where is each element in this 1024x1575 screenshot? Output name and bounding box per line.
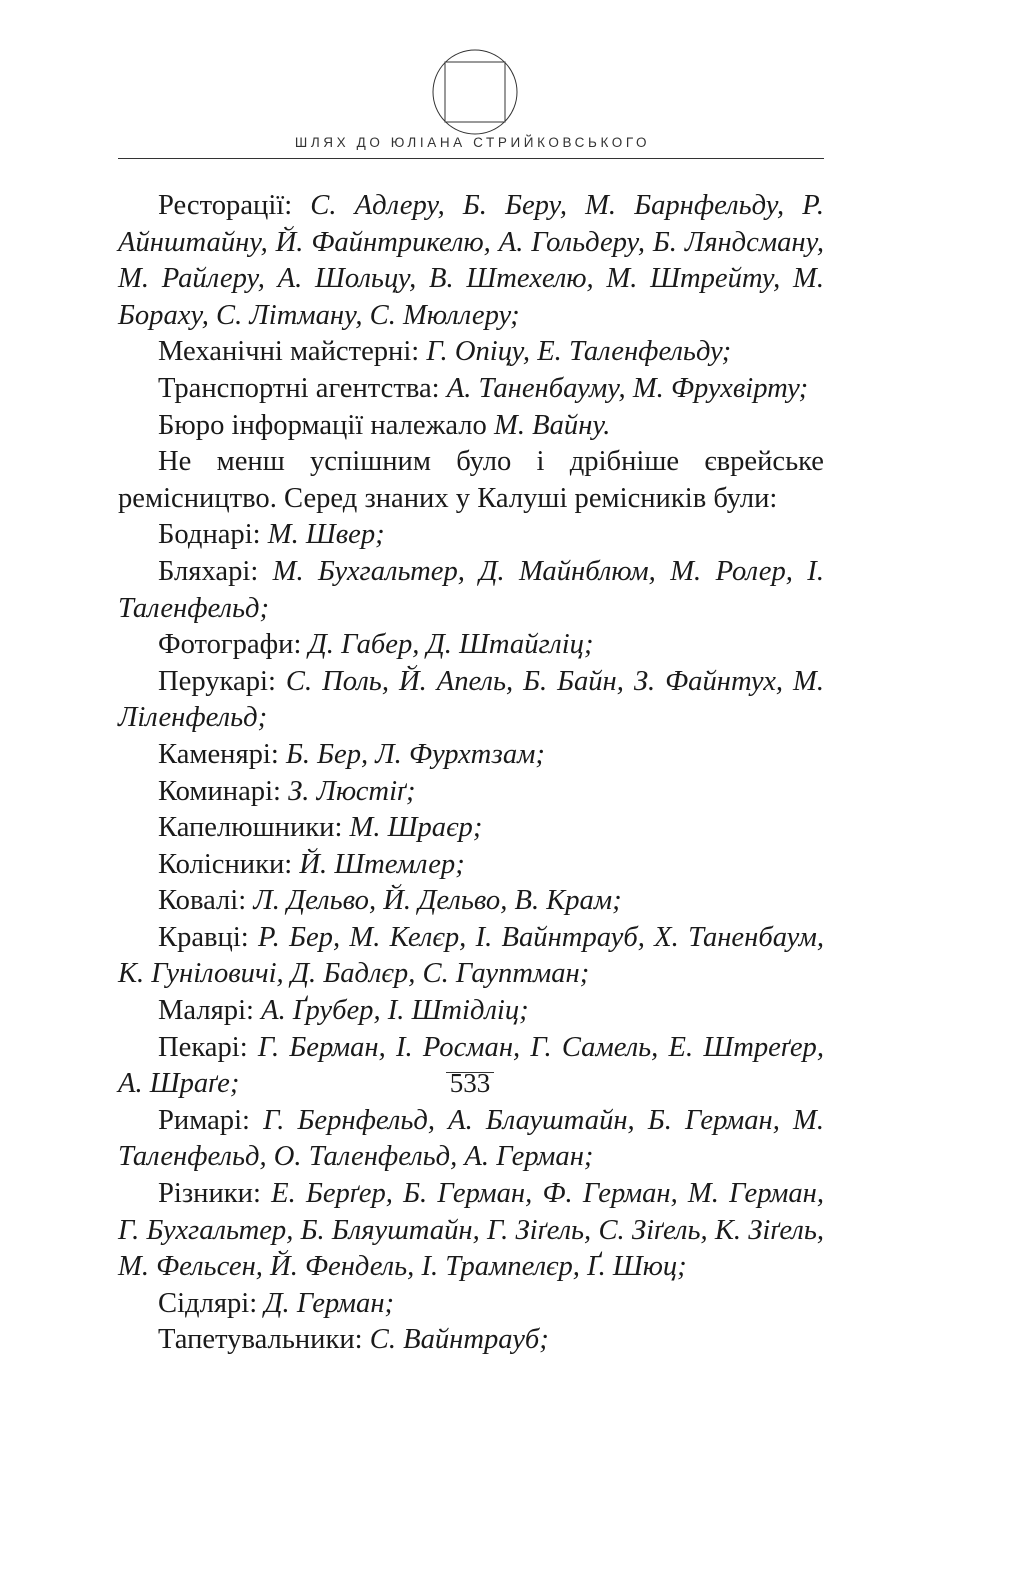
paragraph-names: З. Люстіґ;	[288, 775, 416, 807]
paragraph-lead: Не менш успішним було і дрібніше єврейське ремісництво. Серед знаних у Калуші ремісників були:	[118, 446, 824, 514]
paragraph	[118, 188, 824, 334]
paragraph-names: Д. Герман;	[264, 1287, 395, 1319]
paragraph-lead: Бляхарі:	[158, 555, 273, 587]
paragraph-lead: Сідлярі:	[158, 1287, 265, 1319]
paragraph-names: С. Вайнтрауб;	[369, 1324, 549, 1356]
paragraph	[118, 1322, 824, 1359]
paragraph-lead: Тапетувальники:	[158, 1324, 370, 1356]
paragraph	[118, 408, 824, 445]
paragraph-names: Г. Бернфельд, А. Блауштайн, Б. Герман, М. Таленфельд, О. Таленфельд, А. Герман;	[118, 1104, 824, 1173]
paragraph-names: Д. Габер, Д. Штайгліц;	[308, 629, 594, 661]
paragraph-lead: Перукарі:	[158, 665, 286, 697]
paragraph	[118, 847, 824, 884]
paragraph-lead: Колісники:	[158, 848, 300, 880]
paragraph	[118, 517, 824, 554]
paragraph	[118, 371, 824, 408]
paragraph-lead: Ковалі:	[158, 885, 254, 917]
paragraph-names: М. Шраєр;	[349, 812, 483, 844]
paragraph-lead: Кравці:	[158, 921, 259, 953]
paragraph	[118, 334, 824, 371]
paragraph	[118, 1286, 824, 1323]
paragraph-lead: Каменярі:	[158, 738, 286, 770]
paragraph-names: М. Швер;	[267, 519, 385, 551]
paragraph	[118, 627, 824, 664]
paragraph-names: Л. Дельво, Й. Дельво, В. Крам;	[253, 885, 622, 917]
paragraph-lead: Ресторації:	[158, 190, 311, 221]
body-text	[118, 188, 824, 1359]
paragraph-names: С. Адлеру, Б. Беру, М. Барнфельду, Р. Айнштайну, Й. Файнтрикелю, А. Гольдеру, Б. Ляндсману, М. Райлеру, А. Шольцу, В. Штехелю, М. Штрейту, М. Бораху, С. Літману, С. Мюллеру;	[118, 190, 824, 331]
paragraph-lead: Римарі:	[158, 1104, 264, 1136]
paragraph	[118, 1176, 824, 1286]
paragraph	[118, 774, 824, 811]
paragraph	[118, 883, 824, 920]
paragraph	[118, 737, 824, 774]
paragraph-names: А. Таненбауму, М. Фрухвірту;	[446, 372, 809, 404]
paragraph-names: Е. Берґер, Б. Герман, Ф. Герман, М. Герман, Г. Бухгальтер, Б. Бляуштайн, Г. Зіґель, С. Зіґель, К. Зіґель, М. Фельсен, Й. Фендель, І. Трампелєр, Ґ. Шюц;	[118, 1178, 824, 1283]
paragraph	[118, 1103, 824, 1176]
paragraph-names: Г. Опіцу, Е. Таленфельду;	[426, 336, 732, 368]
paragraph-names: А. Ґрубер, І. Штідліц;	[261, 995, 529, 1027]
paragraph-lead: Бюро інформації належало	[158, 409, 495, 441]
paragraph	[118, 810, 824, 847]
paragraph	[118, 554, 824, 627]
paragraph-names: М. Вайну.	[494, 409, 611, 441]
running-header-title: ШЛЯХ ДО ЮЛІАНА СТРИЙКОВСЬКОГО	[294, 135, 651, 150]
paragraph-lead: Пекарі:	[158, 1031, 258, 1063]
paragraph	[118, 993, 824, 1030]
paragraph-names: Г. Берман, І. Росман, Г. Самель, Е. Штреґер, А. Шраґе;	[118, 1031, 825, 1100]
paragraph-lead: Малярі:	[158, 995, 262, 1027]
paragraph-lead: Транспортні агентства:	[158, 372, 447, 404]
paragraph-names: Й. Штемлер;	[299, 848, 465, 880]
paragraph-names: Р. Бер, М. Келєр, І. Вайнтрауб, Х. Таненбаум, К. Гуніловичі, Д. Бадлєр, С. Гауптман;	[118, 921, 824, 990]
paragraph-names: М. Бухгальтер, Д. Майнблюм, М. Ролер, І. Таленфельд;	[118, 555, 824, 624]
paragraph	[118, 920, 824, 993]
paragraph-lead: Механічні майстерні:	[158, 336, 427, 368]
paragraph-lead: Боднарі:	[158, 519, 268, 551]
circle-square-emblem-icon	[431, 48, 519, 136]
paragraph-lead: Фотографи:	[158, 629, 309, 661]
paragraph-names: Б. Бер, Л. Фурхтзам;	[285, 738, 545, 770]
header-rule	[118, 158, 824, 159]
paragraph-lead: Різники:	[158, 1178, 272, 1210]
paragraph	[118, 444, 824, 517]
paragraph	[118, 664, 824, 737]
page-number: 533	[449, 1068, 491, 1098]
paragraph-lead: Капелюшники:	[158, 812, 350, 844]
paragraph-names: С. Поль, Й. Апель, Б. Байн, З. Файнтух, М. Ліленфельд;	[118, 665, 824, 734]
paragraph-lead: Коминарі:	[158, 775, 289, 807]
